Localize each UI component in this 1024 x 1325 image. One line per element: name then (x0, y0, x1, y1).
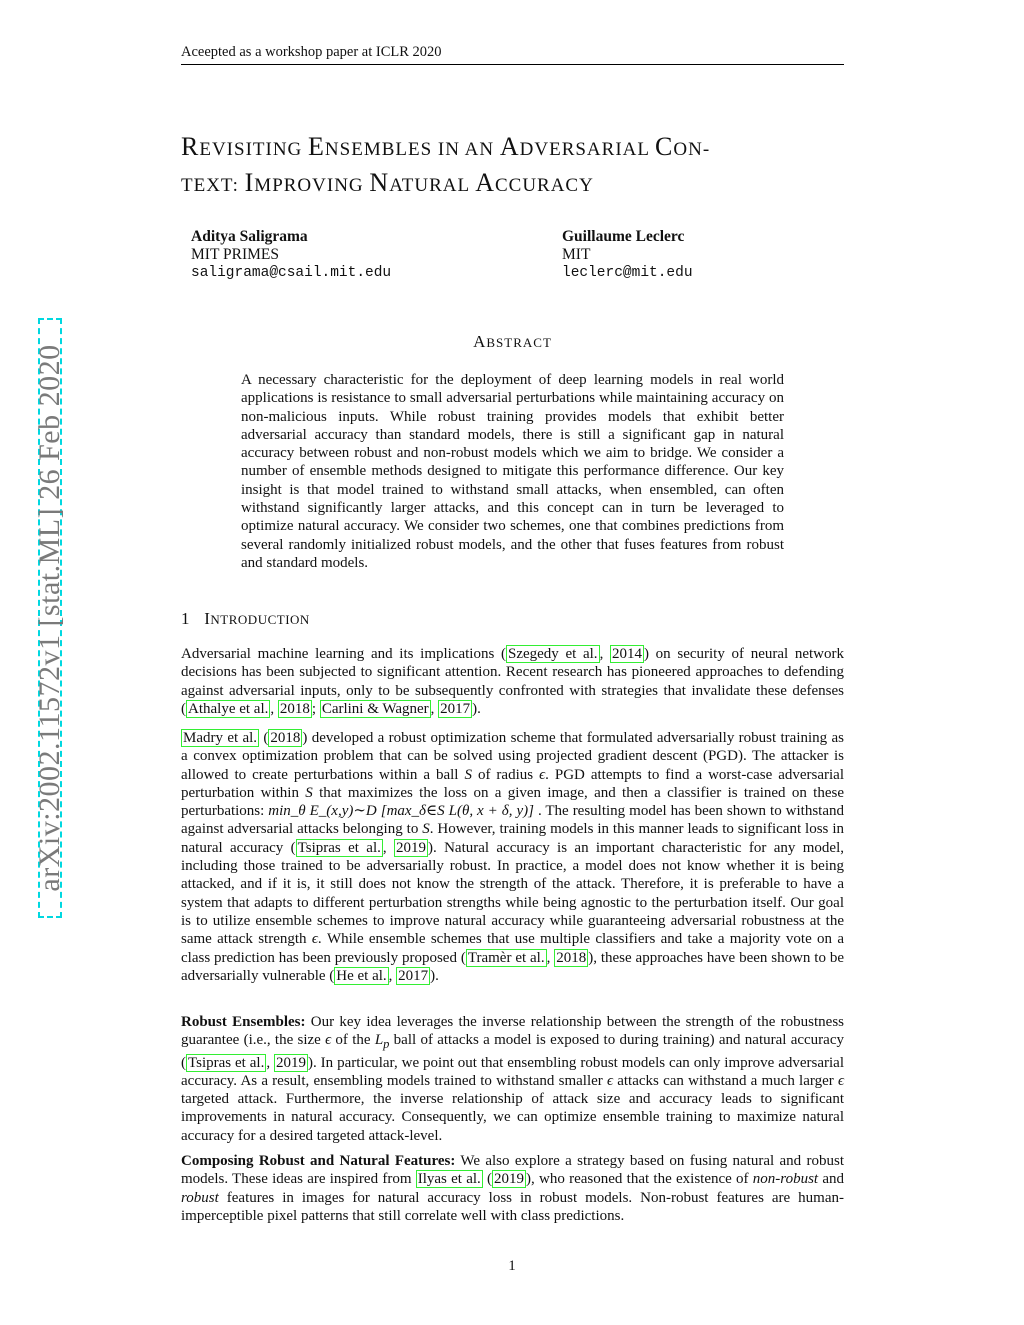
title-line-1: REVISITING ENSEMBLES IN AN ADVERSARIAL CON- (181, 132, 711, 161)
abstract-text: A necessary characteristic for the deployment of deep learning models in real world applications is resistance to small adversarial perturbations while maintaining accuracy on non-malicious inputs. While robust training provides models that exhibit better adversarial accuracy than standard models, there is still a significant gap in natural accuracy between robust and non-robust models which we aim to bridge. We consider a number of ensemble methods designed to mitigate this performance difference. Our key insight is that model trained to withstand small attacks, when ensembled, can often withstand significantly larger attacks, and this concept can in turn be leveraged to optimize natural accuracy. We consider two schemes, one that combines predictions from several randomly initialized robust models, and the other that fuses features from robust and standard models. (241, 372, 784, 571)
arxiv-identifier-box[interactable] (33, 318, 66, 918)
citation-link[interactable]: 2019 (276, 1054, 307, 1071)
citation-link[interactable]: Tsipras et al. (188, 1054, 265, 1071)
author-block-1 (191, 228, 391, 282)
citation-link[interactable]: Szegedy et al. (507, 646, 598, 662)
running-header: Aceepted as a workshop paper at ICLR 2020 (181, 44, 844, 65)
intro-paragraph-2: Madry et al. ( 2018 ) developed a robust optimization scheme that formulated adversarially robust training as a convex optimization problem that can be solved using projected gradient descent (PGD). The attacker is allowed to create perturbations within a ball S of radius ϵ. PGD attempts to find a worst-case adversarial perturbation within S that maximizes the loss on a given image, and then a classifier is trained on these perturbations: min_θ E_(x,y)∼D [max_δ∈S L(θ, x + δ, y)] . The resulting model has been shown to withstand against adversarial attacks belonging to S. However, training models in this manner leads to significant loss in natural accuracy ( Tsipras et al. , 2019 ). Natural accuracy is an important characteristic for any model, including those trained to be adversarially robust. In practice, a model does not know whether it is being attacked, and if it is, it still does not know the strength of the attack. Therefore, it is preferable to have a system that adapts to different perturbation strengths while being agnostic to the perturbation itself. Our goal is to utilize ensemble schemes to improve natural accuracy while guaranteeing adversarial robustness at the same attack strength ϵ. While ensemble schemes that use multiple classifiers and take a majority vote on a class prediction has been previously proposed ( Tramèr et al. , 2018 ), these approaches have been shown to be adversarially vulnerable ( He et al. , 2017 ). (181, 730, 845, 984)
intro-paragraph-1: Adversarial machine learning and its implications ( Szegedy et al. , 2014 ) on security of neural network decisions has been subjected to significant attention. Recent research has pioneered approaches to defending against adversarial inputs, only to be subsequently confronted with strategies that invalidate these defenses ( Athalye et al. , 2018 ; Carlini & Wagner , 2017 ). (181, 646, 845, 717)
citation-link[interactable]: 2014 (612, 646, 642, 662)
abstract-heading: ABSTRACT (473, 332, 552, 351)
author-name: Aditya Saligrama (191, 228, 308, 245)
citation-link[interactable]: Athalye et al. (188, 700, 269, 717)
author-affiliation: MIT (562, 246, 591, 263)
author-email[interactable]: leclerc@mit.edu (562, 265, 693, 281)
citation-link[interactable]: Madry et al. (183, 730, 258, 746)
paper-title (181, 130, 844, 202)
author-affiliation: MIT PRIMES (191, 246, 279, 263)
section-heading-introduction: 1 INTRODUCTION (181, 609, 310, 628)
page-number: 1 (508, 1258, 516, 1274)
title-line-2: TEXT: IMPROVING NATURAL ACCURACY (181, 168, 594, 197)
arxiv-identifier[interactable]: arXiv:2002.11572v1 [stat.ML] 26 Feb 2020 (33, 344, 66, 892)
citation-link[interactable]: Ilyas et al. (417, 1171, 481, 1188)
citation-link[interactable]: Tsipras et al. (297, 839, 381, 856)
author-block-2 (562, 228, 693, 282)
citation-link[interactable]: 2017 (398, 967, 429, 984)
citation-link[interactable]: Carlini & Wagner (321, 700, 429, 717)
citation-link[interactable]: 2018 (279, 700, 310, 717)
citation-link[interactable]: He et al. (336, 967, 387, 984)
author-name: Guillaume Leclerc (562, 228, 685, 245)
robust-ensembles-paragraph: Robust Ensembles: Our key idea leverages the inverse relationship between the strength of the robustness guarantee (i.e., the size ϵ of the $L_p$ ball of attacks a model is exposed to during training) and natural accuracy ( Tsipras et al. , 2019 ). In particular, we point out that ensembling robust models can only improve adversarial accuracy. As a result, ensembling models trained to withstand smaller ϵ attacks can withstand a much larger ϵ targeted attack. Furthermore, the inverse relationship of attack size and accuracy leads to significant improvements in natural accuracy. Consequently, we can optimize ensemble training to maximize natural accuracy for a desired targeted attack-level. (181, 1014, 845, 1144)
composing-features-paragraph: Composing Robust and Natural Features: We also explore a strategy based on fusing natural and robust models. These ideas are inspired from Ilyas et al. ( 2019 ), who reasoned that the existence of non-robust and robust features in images for natural accuracy loss in robust models. Non-robust features are human-imperceptible pixel patterns that still correlate well with class predictions. (181, 1153, 844, 1224)
citation-link[interactable]: Tramèr et al. (467, 949, 545, 966)
citation-link[interactable]: 2018 (556, 949, 587, 966)
author-email[interactable]: saligrama@csail.mit.edu (191, 265, 392, 281)
citation-link[interactable]: 2019 (395, 839, 426, 856)
optimization-formula: min_θ E_(x,y)∼D [max_δ∈S L(θ, x + δ, y)] (268, 803, 534, 820)
citation-link[interactable]: 2019 (494, 1171, 525, 1188)
citation-link[interactable]: 2018 (270, 730, 301, 746)
citation-link[interactable]: 2017 (440, 700, 471, 717)
